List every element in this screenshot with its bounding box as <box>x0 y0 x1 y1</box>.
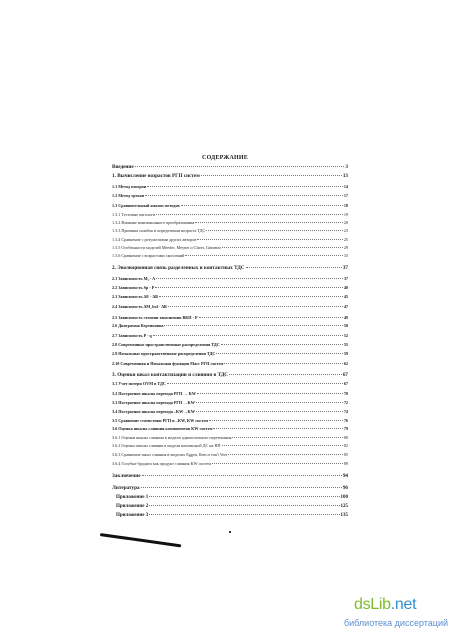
toc-entry-page: 80 <box>343 435 348 440</box>
toc-entry-label: Приложение 1 <box>116 495 149 500</box>
dot-leader <box>197 239 343 240</box>
toc-entry-page: 13 <box>342 173 348 179</box>
toc-entry <box>112 164 348 170</box>
dot-leader <box>164 325 342 326</box>
toc-entry-page: 70 <box>343 391 348 396</box>
toc-entry-page: 37 <box>343 276 348 281</box>
toc-entry-label: Приложение 3 <box>116 513 149 518</box>
dot-leader <box>224 363 342 364</box>
toc-entry <box>112 342 348 347</box>
toc-entry-label: 1.3.1 Тестовые каталоги <box>112 212 155 217</box>
toc-entry <box>116 495 348 500</box>
toc-entry <box>112 418 348 423</box>
dot-leader <box>195 222 343 223</box>
toc-entry <box>112 245 348 250</box>
toc-entry <box>112 435 348 440</box>
dot-leader <box>221 344 343 345</box>
dot-leader <box>149 514 339 515</box>
toc-entry-label: 1. Вычисление возрастов РГП систем <box>112 173 200 179</box>
dslib-logo <box>354 596 416 614</box>
toc-entry-page: 85 <box>343 452 348 457</box>
dot-leader <box>228 454 342 455</box>
toc-entry <box>112 253 348 258</box>
toc-entry-page: 3 <box>345 164 348 170</box>
toc-entry <box>116 513 348 518</box>
toc-entry-page: 45 <box>343 294 348 299</box>
toc-entry <box>112 400 348 405</box>
dot-leader <box>212 463 343 464</box>
toc-entry <box>112 391 348 396</box>
toc-entry <box>112 361 348 366</box>
watermark-subtitle: библиотека диссертаций <box>343 618 448 628</box>
toc-entry-label: 3.6.2 Оценка шкалы слияния в модели контактной ДС на НП <box>112 443 221 448</box>
toc-entry-label: 2.6 Диаграмма Кертиновна <box>112 323 164 328</box>
toc-entry-label: 2. Эволюционная связь разделенных и контактных ТДС <box>112 265 245 271</box>
toc-entry-label: 1.3.4 Сравнение с результатами других авторов <box>112 237 197 242</box>
toc-entry <box>112 485 348 491</box>
toc-entry-label: 1.3.3 Причины ошибок в определении возраста ТДС <box>112 228 206 233</box>
dot-leader <box>141 487 342 488</box>
toc-entry-label: 1.2 Метод треков <box>112 193 145 198</box>
dot-leader <box>149 505 339 506</box>
toc-entry-label: 3.1 Учет потери OVM в ТДС <box>112 381 166 386</box>
toc-entry <box>112 443 348 448</box>
dot-leader <box>147 186 343 187</box>
toc-entry-page: 40 <box>343 285 348 290</box>
dot-leader <box>156 278 343 279</box>
toc-entry-page: 49 <box>343 315 348 320</box>
dot-leader <box>216 353 342 354</box>
toc-entry-label: 1.3.6 Сравнение с возрастами скоплений <box>112 253 185 258</box>
toc-entry <box>116 504 348 509</box>
toc-entry-page: 76 <box>343 418 348 423</box>
toc-entry-page: 18 <box>343 203 348 208</box>
toc-entry-label: 3.6.3 Сравнение шкал слияния в моделях Eggen, Iben и van't Veer <box>112 452 228 457</box>
toc-entry <box>112 409 348 414</box>
toc-entry-page: 23 <box>343 228 348 233</box>
toc-entry <box>112 473 348 479</box>
toc-entry-label: 1.1 Метод изохрон <box>112 184 147 189</box>
toc-entry <box>112 276 348 281</box>
dot-leader <box>159 296 343 297</box>
page-mark <box>229 531 231 533</box>
toc-entry <box>112 351 348 356</box>
toc-entry <box>112 294 348 299</box>
toc-entry-page: 67 <box>342 372 348 378</box>
toc-entry-label: Приложение 2 <box>116 504 149 509</box>
toc-entry-page: 50 <box>343 323 348 328</box>
dot-leader <box>206 230 343 231</box>
toc-entry-label: Введение <box>112 164 134 170</box>
toc-entry-label: Заключение <box>112 473 141 479</box>
toc-entry-page: 94 <box>342 473 348 479</box>
toc-entry-label: 2.5 Зависимость степени заполнения ВКП - P <box>112 315 198 320</box>
toc-entry-label: 3.6 Оценка шкалы слияния компонентов KW систем <box>112 426 213 431</box>
dot-leader <box>153 335 343 336</box>
toc-entry-page: 96 <box>342 485 348 491</box>
toc-entry-label: Литература <box>112 485 140 491</box>
watermark <box>300 596 448 632</box>
toc-entry <box>112 381 348 386</box>
toc-entry-page: 79 <box>343 426 348 431</box>
dot-leader <box>197 393 343 394</box>
toc-entry-page: 82 <box>343 443 348 448</box>
dot-leader <box>232 437 342 438</box>
toc-entry-label: 1.3.2 Влияние компаньонного преобразования <box>112 220 195 225</box>
toc-entry-page: 100 <box>340 495 348 500</box>
toc-entry-page: 125 <box>340 504 348 509</box>
toc-entry <box>112 304 348 309</box>
toc-entry-page: 55 <box>343 342 348 347</box>
dot-leader <box>209 420 343 421</box>
dot-leader <box>201 175 342 176</box>
dot-leader <box>185 255 342 256</box>
toc-entry-page: 74 <box>343 409 348 414</box>
logo-part-1: dsLib <box>354 596 391 613</box>
dot-leader <box>167 383 343 384</box>
toc-entry-label: 3.6.1 Оценки шкалы слияния в модели однопоточного перетекания <box>112 435 232 440</box>
toc-entry-page: 33 <box>343 253 348 258</box>
toc-entry-page: 59 <box>343 351 348 356</box>
toc-entry <box>112 333 348 338</box>
toc-entry-page: 72 <box>343 400 348 405</box>
toc-entry-page: 135 <box>340 513 348 518</box>
toc-entry-page: 17 <box>343 193 348 198</box>
toc-entry-label: 3.2 Построение шкалы перехода РГП → KW <box>112 391 197 396</box>
toc-entry-page: 25 <box>343 237 348 242</box>
dot-leader <box>199 317 343 318</box>
dot-leader <box>155 287 343 288</box>
toc-entry <box>112 203 348 208</box>
toc-entry-page: 62 <box>343 361 348 366</box>
toc-entry-label: 1.3.5 Особенности моделей Meeder, Meynet и Claret, Gimenez <box>112 245 222 250</box>
dot-leader <box>246 267 342 268</box>
toc-entry-label: 2.4 Зависимость ΔM_bol - ΔB <box>112 304 167 309</box>
dot-leader <box>149 496 339 497</box>
toc-entry-label: 2.2 Зависимость Sp - P <box>112 285 155 290</box>
dot-leader <box>135 166 345 167</box>
toc-entry <box>112 228 348 233</box>
toc-entry <box>112 285 348 290</box>
dot-leader <box>222 247 343 248</box>
toc-entry-label: 3.6.4 Голубые бродяги как продукт слияния KW систем <box>112 461 211 466</box>
toc-entry <box>112 323 348 328</box>
toc-entry <box>112 426 348 431</box>
dot-leader <box>156 214 343 215</box>
page-title: СОДЕРЖАНИЕ <box>202 155 248 161</box>
toc-entry-page: 19 <box>343 212 348 217</box>
toc-entry-page: 52 <box>343 333 348 338</box>
toc-entry <box>112 212 348 217</box>
toc-entry-label: 2.9 Начальные пространственные распределения ТДС <box>112 351 216 356</box>
toc-entry-label: 2.7 Зависимость P - q <box>112 333 152 338</box>
toc-entry-page: 37 <box>342 265 348 271</box>
toc-entry <box>112 237 348 242</box>
toc-entry-label: 2.10 Современная и Начальная функция Масс РГП систем <box>112 361 224 366</box>
toc-entry-page: 47 <box>343 304 348 309</box>
toc-entry-label: 3.3 Построение шкалы перехода РГП →KW <box>112 400 195 405</box>
dot-leader <box>213 428 342 429</box>
dot-leader <box>142 475 342 476</box>
dot-leader <box>181 205 343 206</box>
dot-leader <box>196 402 343 403</box>
toc-entry-page: 20 <box>343 220 348 225</box>
toc-entry-label: 3.5 Сравнение статистики РГП и –KW, KW систем <box>112 418 209 423</box>
toc-entry <box>112 173 348 179</box>
toc-entry-label: 1.3 Сравнительный анализ методов <box>112 203 180 208</box>
toc-entry <box>112 461 348 466</box>
toc-entry-page: 14 <box>343 184 348 189</box>
toc-entry <box>112 184 348 189</box>
toc-entry <box>112 372 348 378</box>
toc-entry-page: 29 <box>343 245 348 250</box>
toc-entry <box>112 265 348 271</box>
toc-entry-label: 3. Оценки шкал контактизации и слияния в ТДС <box>112 372 229 378</box>
dot-leader <box>222 445 343 446</box>
dot-leader <box>196 411 343 412</box>
toc-entry-label: 2.8 Современные пространственные распределения ТДС <box>112 342 220 347</box>
toc-entry <box>112 193 348 198</box>
toc-entry <box>112 315 348 320</box>
toc-entry-label: 3.4 Построение шкалы перехода –KW→KW <box>112 409 196 414</box>
toc-entry <box>112 220 348 225</box>
toc-entry-page: 89 <box>343 461 348 466</box>
toc-entry-label: 2.1 Зависимость M₁ - A <box>112 276 156 281</box>
dot-leader <box>229 374 342 375</box>
toc-entry <box>112 452 348 457</box>
logo-part-2: .net <box>390 596 417 613</box>
toc-entry-label: 2.3 Зависимость ΔE - ΔB <box>112 294 158 299</box>
dot-leader <box>168 306 343 307</box>
toc-entry-page: 67 <box>343 381 348 386</box>
dot-leader <box>145 195 343 196</box>
